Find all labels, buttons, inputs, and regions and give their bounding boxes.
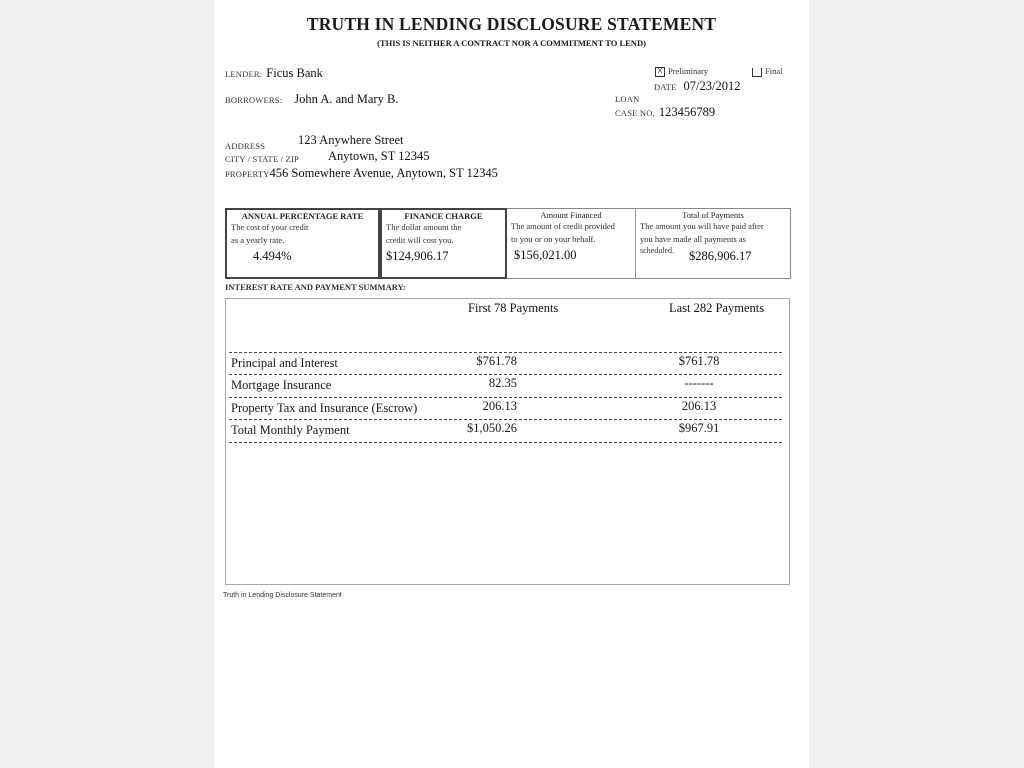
property-field [225,164,498,182]
finance-charge-desc-1: The dollar amount the [386,222,462,232]
finance-charge-value: $124,906.17 [386,249,449,263]
disclosure-page [214,0,809,768]
total-payments-desc-2: you have made all payments as [640,234,746,244]
row-first-value: 206.13 [482,399,517,413]
lender-field [225,64,323,82]
finance-charge-box [380,208,507,279]
amount-financed-heading: Amount Financed [540,210,602,220]
loan-label: LOAN [615,94,640,104]
column-header-first: First 78 Payments [468,301,559,315]
summary-label: INTEREST RATE AND PAYMENT SUMMARY: [225,282,406,292]
case-label: CASE NO. [615,108,655,118]
row-last-value: $967.91 [678,421,720,435]
case-number-field [615,103,715,121]
property-value: 456 Somewhere Avenue, Anytown, ST 12345 [269,166,498,180]
total-payments-value: $286,906.17 [689,249,752,263]
page-footer: Truth in Lending Disclosure Statement [223,592,342,599]
row-label: Principal and Interest [231,356,338,370]
total-payments-desc-3: scheduled. [640,246,674,255]
borrowers-value: John A. and Mary B. [294,92,399,106]
document-title: TRUTH IN LENDING DISCLOSURE STATEMENT [306,14,717,34]
preliminary-checkbox[interactable]: X [655,67,665,77]
table-row [229,352,782,375]
final-checkbox[interactable] [752,68,762,77]
lender-value: Ficus Bank [266,66,323,80]
date-field [654,77,740,95]
case-number-value: 123456789 [658,105,716,119]
address-value: 123 Anywhere Street [298,133,404,147]
row-last-value: ------- [684,376,714,390]
row-last-value: $761.78 [678,354,720,368]
property-label: PROPERTY [225,169,270,179]
payment-summary-table [225,298,790,585]
table-row [229,397,782,420]
amount-financed-value: $156,021.00 [514,248,577,262]
final-label: Final [765,66,783,76]
total-payments-box [636,209,790,278]
amount-financed-desc-1: The amount of credit provided [511,221,615,231]
finance-charge-desc-2: credit will cost you. [386,235,454,245]
disclosure-boxes [225,208,791,279]
apr-desc-1: The cost of your credit [231,222,309,232]
apr-value: 4.494% [253,249,292,263]
address-label: ADDRESS [225,141,266,151]
total-payments-desc-1: The amount you will have paid after [640,221,764,231]
row-first-value: 82.35 [488,376,517,390]
borrowers-label: BORROWERS: [225,95,283,105]
row-label: Property Tax and Insurance (Escrow) [231,401,418,415]
preliminary-option[interactable] [655,66,708,77]
column-header-last: Last 282 Payments [669,301,765,315]
apr-desc-2: as a yearly rate. [231,235,285,245]
table-end-divider [229,442,782,443]
preliminary-label: Preliminary [668,66,709,76]
table-row [229,374,782,397]
amount-financed-box [507,209,636,278]
row-first-value: $761.78 [476,354,517,368]
city-value: Anytown, ST 12345 [328,149,430,163]
date-value: 07/23/2012 [683,79,741,93]
lender-label: LENDER: [225,69,263,79]
table-row [229,419,782,442]
apr-heading: ANNUAL PERCENTAGE RATE [241,211,364,221]
row-label: Total Monthly Payment [231,423,350,437]
row-first-value: $1,050.26 [467,421,517,435]
final-option[interactable] [752,66,782,77]
row-label: Mortgage Insurance [231,378,332,392]
city-label: CITY / STATE / ZIP [225,154,299,164]
total-payments-heading: Total of Payments [682,210,744,220]
borrowers-field [225,90,398,108]
amount-financed-desc-2: to you or on your behalf. [511,234,596,244]
finance-charge-heading: FINANCE CHARGE [404,211,483,221]
date-label: DATE [654,82,677,92]
row-last-value: 206.13 [681,399,717,413]
document-subtitle: (THIS IS NEITHER A CONTRACT NOR A COMMITMENT TO LEND) [377,38,646,48]
apr-box [225,208,380,279]
